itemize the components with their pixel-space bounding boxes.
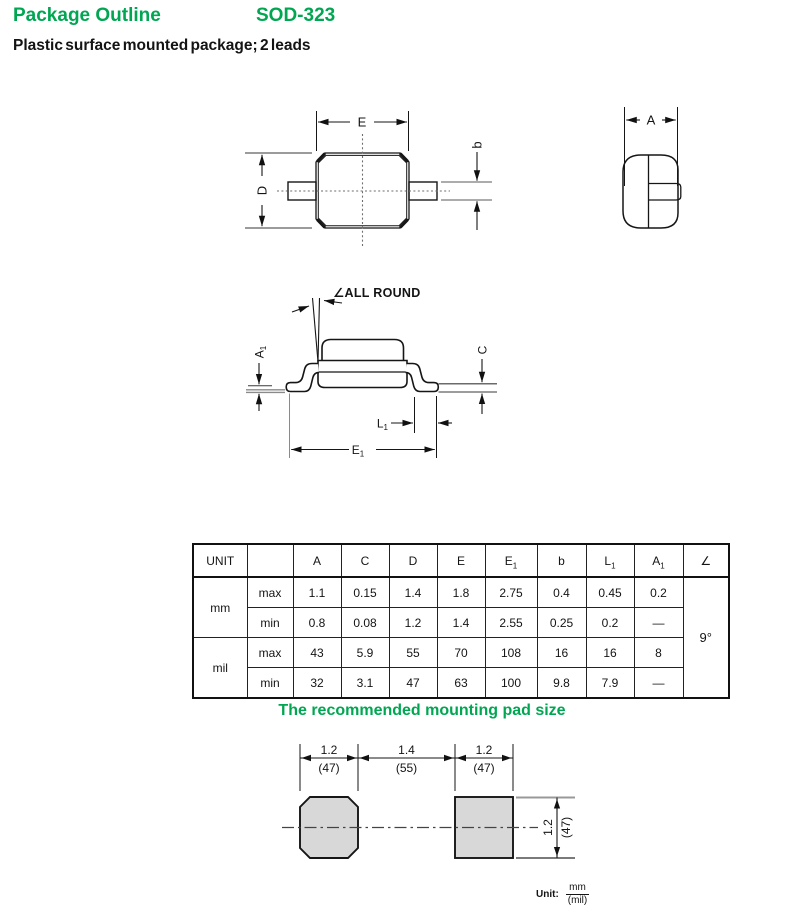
cell-value: 100 (485, 668, 537, 699)
cell-value: 0.45 (586, 577, 634, 608)
pad-dimension-labels (318, 743, 494, 775)
dim-label-a1: $A_1$ (252, 345, 268, 359)
bound-label: min (247, 608, 293, 638)
header-e1: $E_1$ (485, 544, 537, 577)
package-name: SOD-323 (256, 5, 336, 26)
right-pad-mm: 1.2 (475, 743, 493, 757)
unit-note (536, 882, 589, 906)
cell-value: 32 (293, 668, 341, 699)
cell-value: 0.2 (586, 608, 634, 638)
bound-label: max (247, 638, 293, 668)
cell-value: 2.55 (485, 608, 537, 638)
angle-callout (292, 286, 421, 362)
cell-value: 3.1 (341, 668, 389, 699)
cell-value: 0.08 (341, 608, 389, 638)
dim-label-l1: $L_1$ (376, 416, 388, 432)
table-row-mm-max (193, 577, 729, 608)
dim-label-e1: $E_1$ (351, 443, 365, 459)
header-c: C (341, 544, 389, 577)
cell-value: — (634, 608, 683, 638)
side-view-drawing (246, 286, 497, 459)
dim-label-d: D (254, 185, 270, 196)
dim-label-e: E (357, 114, 367, 130)
cell-value: 55 (389, 638, 437, 668)
header-a1: $A_1$ (634, 544, 683, 577)
lead-thickness-lines (439, 384, 498, 392)
header-b: b (537, 544, 586, 577)
unit-note-label: Unit: (536, 888, 559, 900)
cell-value: 0.8 (293, 608, 341, 638)
cell-value: 2.75 (485, 577, 537, 608)
end-view-body (623, 155, 678, 228)
page-subtitle: Plastic surface mounted package; 2 leads (13, 37, 311, 54)
header-e: E (437, 544, 485, 577)
cell-value: 43 (293, 638, 341, 668)
unit-numerator: mm (569, 882, 586, 893)
cell-value: 1.4 (389, 577, 437, 608)
cell-value: 9.8 (537, 668, 586, 699)
cell-value: 1.8 (437, 577, 485, 608)
side-view-body (318, 340, 407, 388)
dim-label-c: C (475, 345, 490, 355)
cell-value: 63 (437, 668, 485, 699)
gap-mil: (55) (395, 761, 418, 775)
dimension-a1 (248, 345, 272, 411)
header-bound (247, 544, 293, 577)
cell-value: 16 (586, 638, 634, 668)
cell-value: 5.9 (341, 638, 389, 668)
header-a: A (293, 544, 341, 577)
gap-mm: 1.4 (398, 743, 415, 757)
cell-value: 1.1 (293, 577, 341, 608)
table-row-mil-min (193, 668, 729, 699)
header-l1: $L_1$ (586, 544, 634, 577)
mounting-pad-heading: The recommended mounting pad size (278, 702, 566, 719)
side-view-lead-left (286, 364, 319, 392)
cell-value: 8 (634, 638, 683, 668)
cell-value: 70 (437, 638, 485, 668)
header-unit: UNIT (193, 544, 247, 577)
dimension-e1 (290, 394, 435, 459)
left-pad-mil: (47) (318, 761, 340, 775)
dimension-table (192, 543, 730, 699)
cell-value: 16 (537, 638, 586, 668)
right-pad-mil: (47) (473, 761, 495, 775)
cell-value: 0.25 (537, 608, 586, 638)
dimension-a (625, 107, 678, 186)
unit-denominator: (mil) (567, 894, 588, 906)
table-row-mil-max (193, 638, 729, 668)
dimension-e (317, 111, 409, 151)
angle-note-label: ∠ALL ROUND (333, 286, 421, 300)
page-title: Package Outline (13, 5, 161, 26)
cell-value: 0.4 (537, 577, 586, 608)
pad-height-mil: (47) (559, 816, 573, 839)
table-header-row (193, 544, 729, 577)
cell-value: 7.9 (586, 668, 634, 699)
bound-label: max (247, 577, 293, 608)
dimension-b (441, 141, 492, 230)
cell-value: 108 (485, 638, 537, 668)
mounting-pad-drawing (0, 735, 798, 895)
dim-label-a: A (646, 112, 656, 128)
header-angle: ∠ (683, 544, 729, 577)
side-view-lead-right (406, 364, 439, 392)
header-d: D (389, 544, 437, 577)
cell-value: — (634, 668, 683, 699)
seating-plane-lines (246, 390, 285, 393)
dim-label-b: b (469, 141, 485, 149)
unit-mm: mm (193, 577, 247, 638)
unit-fraction (566, 882, 589, 906)
cell-value: 0.2 (634, 577, 683, 608)
unit-mil: mil (193, 638, 247, 699)
dimension-l1 (377, 396, 452, 458)
cell-value: 47 (389, 668, 437, 699)
cell-value: 1.4 (437, 608, 485, 638)
top-view-drawing (245, 111, 492, 247)
end-view-drawing (623, 107, 681, 228)
bound-label: min (247, 668, 293, 699)
cell-value: 1.2 (389, 608, 437, 638)
dimension-c (476, 345, 490, 414)
pad-height-mm: 1.2 (541, 819, 555, 836)
end-view-lead-tab (649, 184, 681, 201)
angle-value: 9° (683, 577, 729, 698)
table-row-mm-min (193, 608, 729, 638)
left-pad-mm: 1.2 (320, 743, 338, 757)
cell-value: 0.15 (341, 577, 389, 608)
